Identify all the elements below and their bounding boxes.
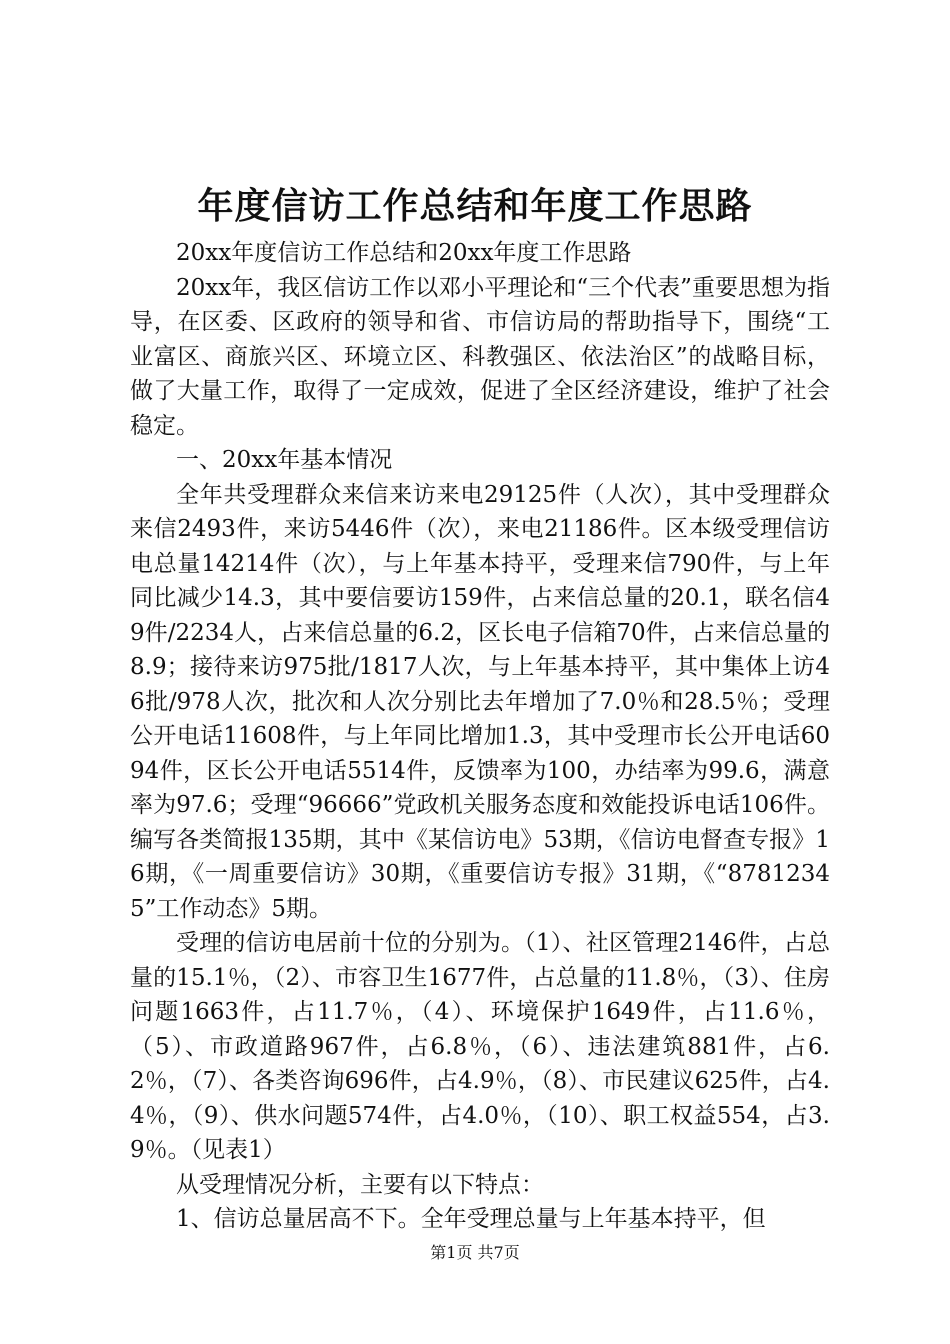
top-ten-paragraph: 受理的信访电居前十位的分别为。（1）、社区管理2146件，占总量的15.1％，（2）、市容卫生1677件，占总量的11.8％，（3）、住房问题1663件，占11.7％，（4）、环境保护1649件，占11.6％，（5）、市政道路967件，占6.8％，（6）、违法建筑881件，占6.2％，（7）、各类咨询696件，占4.9％，（8）、市民建议625件，占4.4％，（9）、供水问题574件，占4.0％，（10）、职工权益554，占3.9％。（见表1） (130, 930, 830, 1163)
intro-paragraph: 20xx年，我区信访工作以邓小平理论和“三个代表”重要思想为指导，在区委、区政府的领导和省、市信访局的帮助指导下，围绕“工业富区、商旅兴区、环境立区、科教强区、依法治区”的战略目标，做了大量工作，取得了一定成效，促进了全区经济建设，维护了社会稳定。 (130, 274, 830, 439)
document-title: 年度信访工作总结和年度工作思路 (197, 186, 753, 227)
analysis-intro-paragraph: 从受理情况分析，主要有以下特点： (176, 1171, 544, 1198)
section-heading: 一、20xx年基本情况 (176, 447, 393, 473)
feature-one-paragraph: 1、信访总量居高不下。全年受理总量与上年基本持平，但 (176, 1206, 766, 1232)
statistics-paragraph: 全年共受理群众来信来访来电29125件（人次），其中受理群众来信2493件，来访5446件（次），来电21186件。区本级受理信访电总量14214件（次），与上年基本持平，受理来信790件，与上年同比减少14.3，其中要信要访159件，占来信总量的20.1，联名信49件/2234人，占来信总量的6.2，区长电子信箱70件，占来信总量的8.9；接待来访975批/1817人次，与上年基本持平，其中集体上访46批/978人次，批次和人次分别比去年增加了7.0％和28.5％；受理公开电话11608件，与上年同比增加1.3，其中受理市长公开电话6094件，区长公开电话5514件，反馈率为100，办结率为99.6，满意率为97.6；受理“96666”党政机关服务态度和效能投诉电话106件。编写各类简报135期，其中《某信访电》53期，《信访电督查专报》16期，《一周重要信访》30期，《重要信访专报》31期，《“87812345”工作动态》5期。 (130, 481, 830, 922)
subtitle-paragraph: 20xx年度信访工作总结和20xx年度工作思路 (176, 240, 632, 266)
document-body (130, 236, 830, 1237)
page-footer: 第1页 共7页 (430, 1243, 520, 1262)
